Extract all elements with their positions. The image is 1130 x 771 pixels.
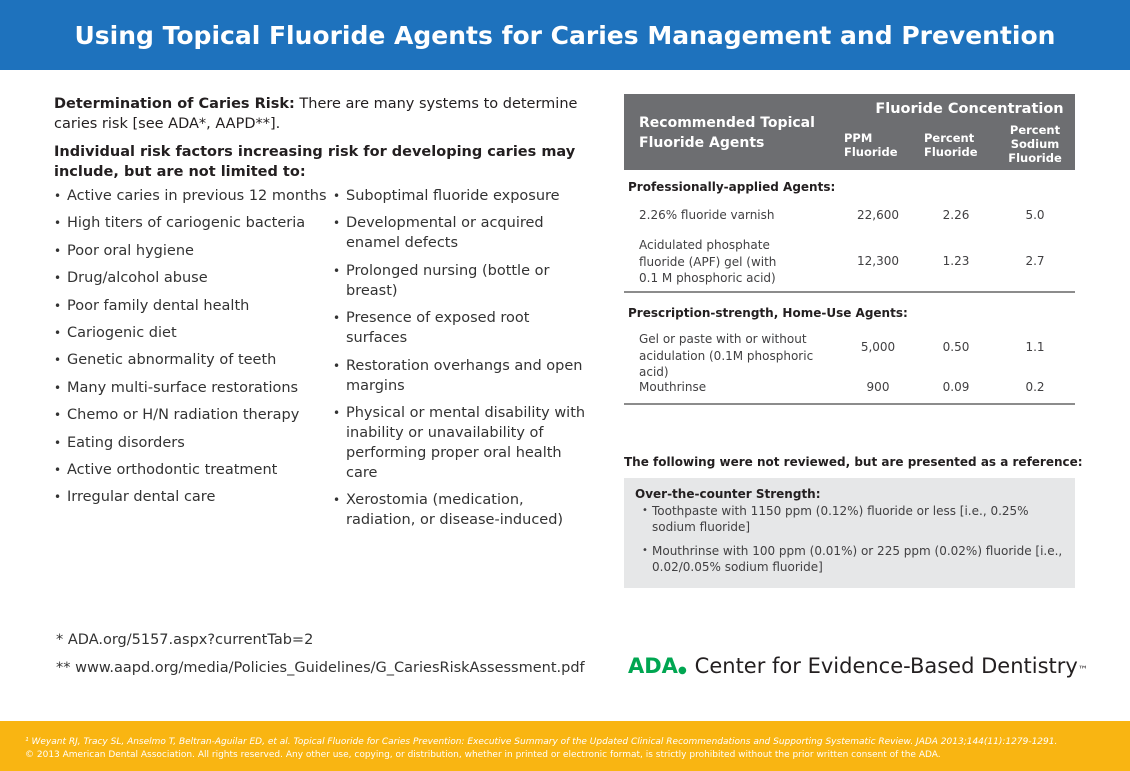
row-ppm: 22,600: [857, 208, 899, 222]
list-item: • Xerostomia (medication, radiation, or disease-induced): [333, 490, 593, 530]
list-item: • Active caries in previous 12 months: [54, 186, 329, 206]
left-column: [54, 94, 594, 529]
list-item: • Eating disorders: [54, 433, 329, 453]
risk-list-col2: [333, 186, 593, 538]
row-agent: Acidulated phosphate fluoride (APF) gel (with 0.1 M phosphoric acid): [639, 238, 777, 285]
row-percent-fluoride: 1.23: [942, 254, 970, 268]
row-percent-fluoride: 0.09: [942, 380, 970, 394]
table-bottom-rule: [624, 403, 1075, 405]
footer-citation: ¹ Weyant RJ, Tracy SL, Anselmo T, Beltran-Aguilar ED, et al. Topical Fluoride for Caries Prevention: Executive Summary of the Updated Clinical Recommendations and Supporting Systematic Review. JADA 2013;144(11):1279-1291.: [25, 737, 1058, 747]
list-item: • Cariogenic diet: [54, 323, 329, 343]
row-percent-sodium: 0.2: [1025, 380, 1045, 394]
otc-box: [624, 478, 1075, 588]
header-agents: Recommended Topical Fluoride Agents: [639, 115, 815, 151]
list-item: • Suboptimal fluoride exposure: [333, 186, 593, 206]
brand-name: Center for Evidence-Based Dentistry: [694, 654, 1078, 678]
header-percent-fluoride: Percent Fluoride: [924, 131, 978, 159]
reference-ada: * ADA.org/5157.aspx?currentTab=2: [56, 632, 314, 648]
header-banner: [0, 0, 1130, 70]
list-item: • Mouthrinse with 100 ppm (0.01%) or 225 ppm (0.02%) fluoride [i.e., 0.02/0.05% sodium fluoride]: [635, 543, 1064, 576]
intro-text: There are many systems to determine caries risk [see ADA*, AAPD**].: [54, 96, 578, 132]
list-item: • Active orthodontic treatment: [54, 460, 329, 480]
row-agent: Gel or paste with or without acidulation (0.1M phosphoric acid): [639, 332, 814, 379]
header-ppm: PPM Fluoride: [844, 131, 898, 159]
row-percent-sodium: 5.0: [1025, 208, 1045, 222]
table-divider: [624, 291, 1075, 293]
list-item: • Poor family dental health: [54, 296, 329, 316]
table-header: [624, 94, 1075, 170]
row-ppm: 900: [866, 380, 890, 394]
trademark: ™: [1077, 665, 1088, 676]
list-item: • Many multi-surface restorations: [54, 378, 329, 398]
row-percent-fluoride: 2.26: [942, 208, 970, 222]
row-ppm: 5,000: [860, 340, 896, 354]
row-ppm: 12,300: [857, 254, 899, 268]
otc-list: [635, 503, 1064, 576]
list-item: • Restoration overhangs and open margins: [333, 356, 593, 396]
ada-logo-dot: ●: [677, 665, 687, 676]
section-professional: Professionally-applied Agents:: [628, 180, 836, 194]
reference-aapd: ** www.aapd.org/media/Policies_Guidelines/G_CariesRiskAssessment.pdf: [56, 660, 585, 676]
otc-title: Over-the-counter Strength:: [635, 487, 821, 501]
row-percent-sodium: 1.1: [1025, 340, 1045, 354]
list-item: • High titers of cariogenic bacteria: [54, 213, 329, 233]
intro-bold: Determination of Caries Risk:: [54, 96, 295, 112]
fluoride-table: [624, 94, 1075, 409]
risk-list-col1: [54, 186, 329, 515]
row-percent-sodium: 2.7: [1025, 254, 1045, 268]
section-home-use: Prescription-strength, Home-Use Agents:: [628, 306, 908, 320]
footer-bar: [0, 721, 1130, 771]
list-item: • Drug/alcohol abuse: [54, 268, 329, 288]
list-item: • Chemo or H/N radiation therapy: [54, 405, 329, 425]
list-item: • Genetic abnormality of teeth: [54, 350, 329, 370]
footer-copyright: © 2013 American Dental Association. All rights reserved. Any other use, copying, or distribution, whether in printed or electronic format, is strictly prohibited without the prior written consent of the ADA.: [25, 750, 941, 760]
header-concentration: Fluoride Concentration: [875, 101, 1064, 117]
list-item: • Irregular dental care: [54, 487, 329, 507]
ada-brand: [628, 654, 1088, 678]
list-item: • Presence of exposed root surfaces: [333, 308, 593, 348]
list-item: • Physical or mental disability with inability or unavailability of performing proper oral health care: [333, 403, 593, 483]
row-agent: Mouthrinse: [639, 380, 707, 394]
ada-logo: ADA: [628, 654, 678, 678]
row-agent: 2.26% fluoride varnish: [639, 208, 775, 222]
list-item: • Toothpaste with 1150 ppm (0.12%) fluoride or less [i.e., 0.25% sodium fluoride]: [635, 503, 1064, 536]
row-percent-fluoride: 0.50: [942, 340, 970, 354]
header-percent-sodium: Percent Sodium Fluoride: [1008, 123, 1062, 165]
reference-note: The following were not reviewed, but are presented as a reference:: [624, 455, 1083, 469]
risk-factors-heading: Individual risk factors increasing risk for developing caries may include, but are not limited to:: [54, 144, 576, 180]
intro-paragraph: [54, 94, 594, 134]
list-item: • Developmental or acquired enamel defects: [333, 213, 593, 253]
references: [56, 630, 585, 686]
page-title: Using Topical Fluoride Agents for Caries Management and Prevention: [74, 20, 1056, 50]
list-item: • Prolonged nursing (bottle or breast): [333, 261, 593, 301]
list-item: • Poor oral hygiene: [54, 241, 329, 261]
